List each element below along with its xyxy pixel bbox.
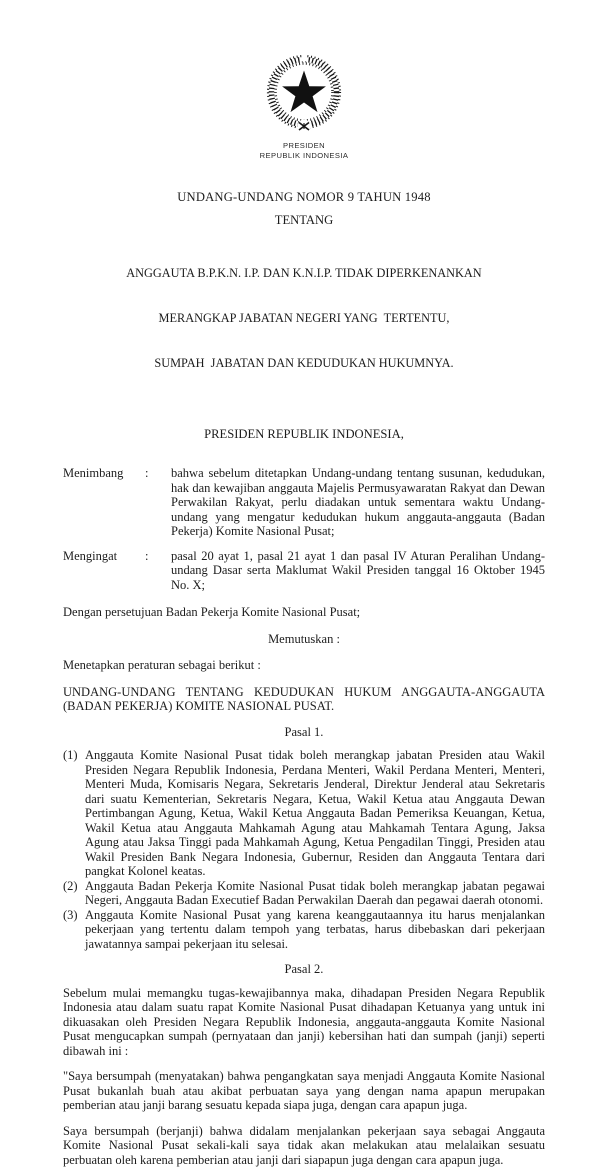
tentang-label: TENTANG: [63, 213, 545, 228]
consideration-row-menimbang: [63, 466, 545, 539]
presidential-emblem: [63, 52, 545, 161]
article-item-3: [63, 908, 545, 952]
item-marker: (2): [63, 879, 85, 908]
star-icon: [282, 71, 326, 113]
issuer-heading: PRESIDEN REPUBLIK INDONESIA,: [63, 427, 545, 442]
wreath-top-gap: [302, 53, 307, 62]
title-block: [63, 190, 545, 401]
item-text: Anggauta Komite Nasional Pusat yang karena keanggautaannya itu harus menjalankan pekerjaan yang tertentu dalam tempoh yang terbatas, harus dibebaskan dari pekerjaan jawatannya sampai pekerjaan itu selesai.: [85, 908, 545, 952]
article-heading-pasal-1: Pasal 1.: [63, 725, 545, 740]
consideration-text: bahwa sebelum ditetapkan Undang-undang tentang susunan, kedudukan, hak dan kewajiban anggauta Majelis Permusyawaratan Rakyat dan Dewan Perwakilan Rakyat, perlu diadakan untuk sementara waktu Undang-undang yang mengatur kedudukan hukum anggauta-anggauta (Badan Pekerja) Komite Nasional Pusat;: [171, 466, 545, 539]
consideration-colon: :: [145, 466, 171, 539]
article-item-2: [63, 879, 545, 908]
consideration-row-mengingat: [63, 549, 545, 593]
item-text: Anggauta Komite Nasional Pusat tidak boleh merangkap jabatan Presiden atau Wakil Presiden Negara Republik Indonesia, Perdana Menteri, Wakil Perdana Menteri, Menteri, Menteri Muda, Komisaris Negara, Sekretaris Jenderal, Direktur Jenderal atau Sekretaris dari suatu Kementerian, Sekretaris Negara, Ketua, Wakil Ketua atau Anggauta Dewan Pertimbangan Agung, Ketua, Wakil Ketua Anggauta Badan Pemeriksa Keuangan, Ketua, Wakil Ketua atau Anggauta Mahkamah Agung atau Mahkamah Tentara Agung, Jaksa Agung atau Jaksa Tinggi pada Mahkamah Agung, Ketua Pengadilan Tinggi, Presiden atau Wakil Presiden Bank Negara Indonesia, Gubernur, Residen dan Anggauta Tentara dari pangkat Kolonel keatas.: [85, 748, 545, 879]
consideration-label: Mengingat: [63, 549, 145, 593]
enactment-line: Menetapkan peraturan sebagai berikut :: [63, 658, 545, 673]
consideration-text: pasal 20 ayat 1, pasal 21 ayat 1 dan pasal IV Aturan Peralihan Undang-undang Dasar serta Maklumat Wakil Presiden tanggal 16 Oktober 1945 No. X;: [171, 549, 545, 593]
item-text: Anggauta Badan Pekerja Komite Nasional Pusat tidak boleh merangkap jabatan pegawai Negeri, Anggauta Badan Executief Badan Perwakilan Daerah dan pegawai daerah otonomi.: [85, 879, 545, 908]
consideration-label: Menimbang: [63, 466, 145, 539]
subject-line-1: ANGGAUTA B.P.K.N. I.P. DAN K.N.I.P. TIDAK DIPERKENANKAN: [63, 266, 545, 281]
article-1-items: [63, 748, 545, 951]
emblem-graphic: [264, 52, 344, 132]
emblem-caption: [63, 141, 545, 161]
agreement-line: Dengan persetujuan Badan Pekerja Komite Nasional Pusat;: [63, 605, 545, 620]
article-2-paragraph-2: "Saya bersumpah (menyatakan) bahwa pengangkatan saya menjadi Anggauta Komite Nasional Pusat bukanlah buah atau akibat perbuatan saya yang dengan nama apapun merupakan pemberian atau janji barang sesuatu kepada siapa juga, dengan cara apapun juga.: [63, 1069, 545, 1113]
subject-line-2: MERANGKAP JABATAN NEGERI YANG TERTENTU,: [63, 311, 545, 326]
subject-title: [63, 236, 545, 401]
emblem-caption-line2: REPUBLIK INDONESIA: [63, 151, 545, 161]
item-marker: (3): [63, 908, 85, 952]
article-item-1: [63, 748, 545, 879]
considerations-section: [63, 466, 545, 592]
article-heading-pasal-2: Pasal 2.: [63, 962, 545, 977]
law-number-title: UNDANG-UNDANG NOMOR 9 TAHUN 1948: [63, 190, 545, 205]
decision-heading: Memutuskan :: [63, 632, 545, 647]
consideration-colon: :: [145, 549, 171, 593]
emblem-caption-line1: PRESIDEN: [63, 141, 545, 151]
law-title-paragraph: UNDANG-UNDANG TENTANG KEDUDUKAN HUKUM ANGGAUTA-ANGGAUTA (BADAN PEKERJA) KOMITE NASIONAL PUSAT.: [63, 685, 545, 714]
article-2-paragraph-3: Saya bersumpah (berjanji) bahwa didalam menjalankan pekerjaan saya sebagai Anggauta Komite Nasional Pusat sekali-kali saya tidak akan melakukan atau melalaikan sesuatu perbuatan oleh karena pemberian atau janji dari siapapun juga dengan cara apapun juga.: [63, 1124, 545, 1167]
article-2-paragraph-1: Sebelum mulai memangku tugas-kewajibannya maka, dihadapan Presiden Negara Republik Indonesia atau dalam suatu rapat Komite Nasional Pusat dihadapan Ketuanya yang untuk ini dikuasakan oleh Presiden Negara Republik Indonesia, anggauta-anggauta Komite Nasional Pusat mengucapkan sumpah (pernyataan dan janji) kebersihan hati dan sumpah (janji) seperti dibawah ini :: [63, 986, 545, 1059]
subject-line-3: SUMPAH JABATAN DAN KEDUDUKAN HUKUMNYA.: [63, 356, 545, 371]
item-marker: (1): [63, 748, 85, 879]
